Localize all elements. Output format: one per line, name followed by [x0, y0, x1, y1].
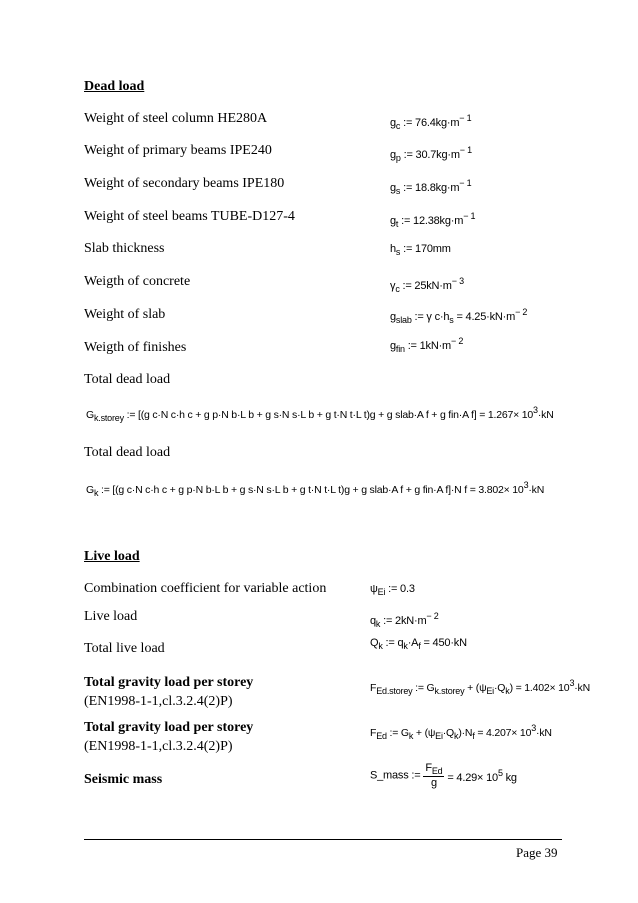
- ref-gravity: (EN1998-1-1,cl.3.2.4(2)P): [84, 739, 233, 754]
- formula-gslab: $g_{slab}$ := γ $c\cdot h_s = 4.25\cdot kN\cdot m^{- 2}$: [390, 307, 528, 325]
- formula-gamma-c: $\gamma_c$ := $25kN\cdot m^{- 3}$: [390, 276, 464, 294]
- label-total-gravity-load-storey: Total gravity load per storey: [84, 675, 254, 690]
- formula-gs: $g_s$ := $18.8kg\cdot m^{- 1}$: [390, 178, 472, 196]
- ref-gravity-storey: (EN1998-1-1,cl.3.2.4(2)P): [84, 694, 233, 709]
- footer-rule: [84, 839, 562, 840]
- formula-gp: $g_p$ := $30.7kg\cdot m^{- 1}$: [390, 145, 472, 163]
- label-live-load: Live load: [84, 609, 138, 624]
- label-secondary-beams: Weight of secondary beams IPE180: [84, 176, 285, 191]
- live-load-heading: Live load: [84, 549, 140, 564]
- label-steel-beams-tube: Weight of steel beams TUBE-D127-4: [84, 209, 295, 224]
- formula-seismic-mass: S_mass := $\frac{F_{Ed}}{g}$ = $4.29\times 10^5$ kg: [370, 762, 517, 789]
- label-slab-thickness: Slab thickness: [84, 241, 165, 256]
- seismic-fraction: $\frac{F_{Ed}}{g}$: [425, 762, 443, 789]
- label-total-live-load: Total live load: [84, 641, 165, 656]
- formula-psi-ei: $\psi_{Ei}$ := 0.3: [370, 583, 415, 597]
- formula-hs: $h_s$ := 170mm: [390, 243, 451, 257]
- formula-gfin: $g_{fin}$ := $1kN\cdot m^{- 2}$: [390, 336, 464, 354]
- formula-fed: $F_{Ed}$ := $G_k + (\psi_{Ei}\cdot Q_k)\cdot N_f = 4.207\times 10^3\cdot kN$: [370, 723, 552, 741]
- label-slab-weight: Weight of slab: [84, 307, 166, 322]
- label-primary-beams: Weight of primary beams IPE240: [84, 143, 272, 158]
- label-combination-coefficient: Combination coefficient for variable action: [84, 581, 327, 596]
- label-total-dead-load: Total dead load: [84, 445, 171, 460]
- formula-Qk: $Q_k$ := $q_k\cdot A_f = 450\cdot kN$: [370, 637, 467, 651]
- label-steel-column: Weight of steel column HE280A: [84, 111, 268, 126]
- formula-fed-storey: $F_{Ed.storey}$ := $G_{k.storey} + (\psi_{Ei}\cdot Q_k) = 1.402\times 10^3\cdot kN$: [370, 678, 590, 696]
- formula-gk: $G_k$ := [(g c·N c·h c + g p·N b·L b + g s·N s·L b + g t·N t·L t)g + g slab·A f + g fin·A f]·N $f = 3.802\times 10^3\cdot kN$: [86, 480, 545, 498]
- label-seismic-mass: Seismic mass: [84, 772, 163, 787]
- page-number: Page 39: [516, 845, 558, 860]
- formula-gc: $g_c$ := $76.4kg\cdot m^{- 1}$: [390, 113, 472, 131]
- formula-gk-storey: $G_{k.storey}$ := [(g c·N c·h c + g p·N b·L b + g s·N s·L b + g t·N t·L t)g + g slab·A f + g fin·A $f] = 1.267\times 10^3\cdot kN$: [86, 405, 554, 423]
- dead-load-heading: Dead load: [84, 79, 145, 94]
- label-finishes: Weigth of finishes: [84, 340, 187, 355]
- formula-gt: $g_t$ := $12.38kg\cdot m^{- 1}$: [390, 211, 476, 229]
- label-total-gravity-load: Total gravity load per storey: [84, 720, 254, 735]
- label-total-dead-load-storey: Total dead load: [84, 372, 171, 387]
- label-concrete: Weigth of concrete: [84, 274, 191, 289]
- formula-qk: $q_k$ := $2kN\cdot m^{- 2}$: [370, 611, 439, 629]
